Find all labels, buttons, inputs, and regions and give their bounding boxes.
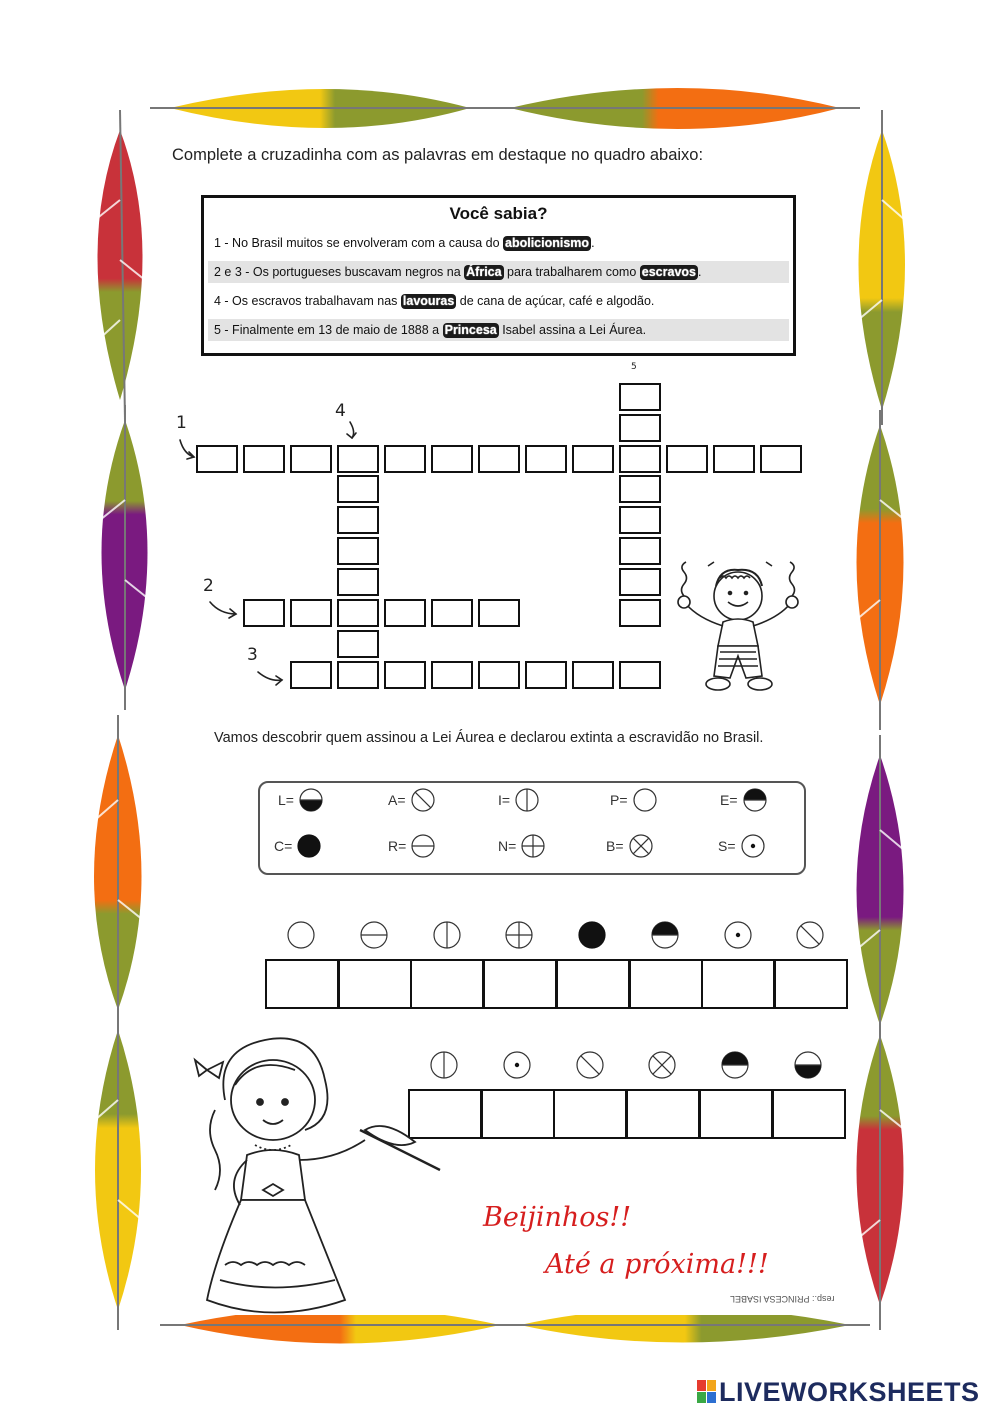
legend-item-r [388,833,438,859]
info-row-4-text: 5 - Finalmente em 13 de maio de 1888 a [214,323,443,337]
info-box-title: Você sabia? [449,204,548,223]
answer-letter-box[interactable] [483,959,557,1009]
top-filled-circle-icon [740,787,770,813]
highlight-word: África [466,265,502,279]
answer-letter-box[interactable] [699,1089,773,1139]
empty-circle-icon [630,787,660,813]
answer-letter-box[interactable] [701,959,775,1009]
crossword-cell[interactable] [478,599,520,627]
answer-letter-box[interactable] [265,959,339,1009]
crossword-cell[interactable] [384,661,426,689]
crossword-cell[interactable] [619,537,661,565]
legend-letter: C= [274,838,293,854]
bottom-filled-circle-icon [296,787,326,813]
horizontal-line-circle-icon [408,833,438,859]
crossword-cell[interactable] [666,445,708,473]
crossword-cell[interactable] [572,445,614,473]
instructions-text: Complete a cruzadinha com as palavras em destaque no quadro abaixo: [172,146,704,164]
legend-letter: A= [388,792,406,808]
info-box [201,195,796,356]
top-filled-circle-icon [645,920,685,950]
legend-letter: P= [610,792,628,808]
info-row-4-mid: Isabel assina a Lei Áurea. [498,323,647,337]
info-row-1 [208,232,789,254]
answer-letter-box[interactable] [626,1089,700,1139]
highlight-word: lavouras [402,294,455,308]
clue-label-1: 1 [176,413,187,433]
info-row-3 [208,290,789,312]
crossword-cell[interactable] [384,599,426,627]
legend-letter: S= [718,838,736,854]
info-row-3-text: 4 - Os escravos trabalhavam nas [214,294,401,308]
liveworksheets-logo [697,1377,980,1408]
filled-circle-icon [572,920,612,950]
liveworksheets-badge-icon [697,1380,717,1404]
highlight-word: escravos [641,265,696,279]
highlight-word: abolicionismo [505,236,590,250]
princess-isabel-illustration [185,1030,445,1320]
info-row-1-text: 1 - No Brasil muitos se envolveram com a causa do [214,236,504,250]
x-cross-circle-icon [626,833,656,859]
legend-letter: B= [606,838,624,854]
enslaved-boy-illustration [668,556,808,701]
farewell-line-1: Beijinhos!! [483,1202,632,1233]
legend-item-c [274,833,324,859]
question-text: Vamos descobrir quem assinou a Lei Áurea e declarou extinta a escravidão no Brasil. [214,730,764,746]
info-row-2 [208,261,789,283]
crossword-cell[interactable] [431,445,473,473]
clue-arrows [170,400,380,700]
symbol-legend [258,781,806,875]
info-row-3-mid: de cana de açúcar, café e algodão. [456,294,655,308]
crossword-cell[interactable] [478,661,520,689]
legend-letter: R= [388,838,407,854]
legend-letter: N= [498,838,517,854]
filled-circle-icon [294,833,324,859]
clue-label-3: 3 [247,645,258,665]
answer-letter-box[interactable] [774,959,848,1009]
info-row-2-text: 2 e 3 - Os portugueses buscavam negros na [214,265,465,279]
clue-label-5: 5 [631,362,637,372]
backslash-circle-icon [408,787,438,813]
crossword-cell[interactable] [619,599,661,627]
legend-letter: L= [278,792,294,808]
highlight-word: Princesa [444,323,497,337]
info-row-2-mid: para trabalharem como [503,265,640,279]
info-row-2-end: . [697,265,702,279]
crossword-cell[interactable] [713,445,755,473]
farewell-line-2: Até a próxima!!! [545,1249,769,1280]
empty-circle-icon [281,920,321,950]
cross-circle-icon [499,920,539,950]
legend-item-b [606,833,656,859]
horizontal-circle-icon [354,920,394,950]
answer-letter-box[interactable] [553,1089,627,1139]
legend-letter: I= [498,792,511,808]
crossword-cell[interactable] [619,475,661,503]
crossword-cell[interactable] [525,661,567,689]
vertical-line-circle-icon [512,787,542,813]
legend-item-p [610,787,660,813]
backslash-circle-icon [570,1050,610,1080]
dot-circle-icon [497,1050,537,1080]
legend-item-a [388,787,438,813]
crossword-cell[interactable] [760,445,802,473]
bottom-filled-circle-icon [788,1050,828,1080]
clue-label-4: 4 [335,401,346,421]
legend-item-n [498,833,548,859]
answer-note: resp.: PRINCESA ISABEL [730,1294,835,1304]
crossword-cell[interactable] [619,445,661,473]
clue-label-2: 2 [203,576,214,596]
info-row-1-end: . [591,236,595,250]
dot-circle-icon [738,833,768,859]
crossword-cell[interactable] [572,661,614,689]
crossword-cell[interactable] [619,383,661,411]
answer-letter-box[interactable] [556,959,630,1009]
legend-item-e [720,787,770,813]
legend-item-s [718,833,768,859]
legend-item-l [278,787,326,813]
crossword-cell[interactable] [525,445,567,473]
crossword-cell[interactable] [478,445,520,473]
top-filled-circle-icon [715,1050,755,1080]
answer-letter-box[interactable] [481,1089,555,1139]
backslash-circle-icon [790,920,830,950]
x-cross-circle-icon [642,1050,682,1080]
crossword-cell[interactable] [384,445,426,473]
crossword-cell[interactable] [619,506,661,534]
vertical-circle-icon [427,920,467,950]
answer-letter-box[interactable] [629,959,703,1009]
legend-letter: E= [720,792,738,808]
crossword-cell[interactable] [619,661,661,689]
info-row-4 [208,319,789,341]
crossword-cell[interactable] [431,661,473,689]
crossword-cell[interactable] [431,599,473,627]
answer-letter-box[interactable] [772,1089,846,1139]
answer-letter-box[interactable] [410,959,484,1009]
crossword-cell[interactable] [619,414,661,442]
crossword-cell[interactable] [619,568,661,596]
dot-circle-icon [718,920,758,950]
answer-letter-box[interactable] [338,959,412,1009]
cross-circle-icon [518,833,548,859]
liveworksheets-brand-text: LIVEWORKSHEETS [719,1377,980,1407]
legend-item-i [498,787,542,813]
